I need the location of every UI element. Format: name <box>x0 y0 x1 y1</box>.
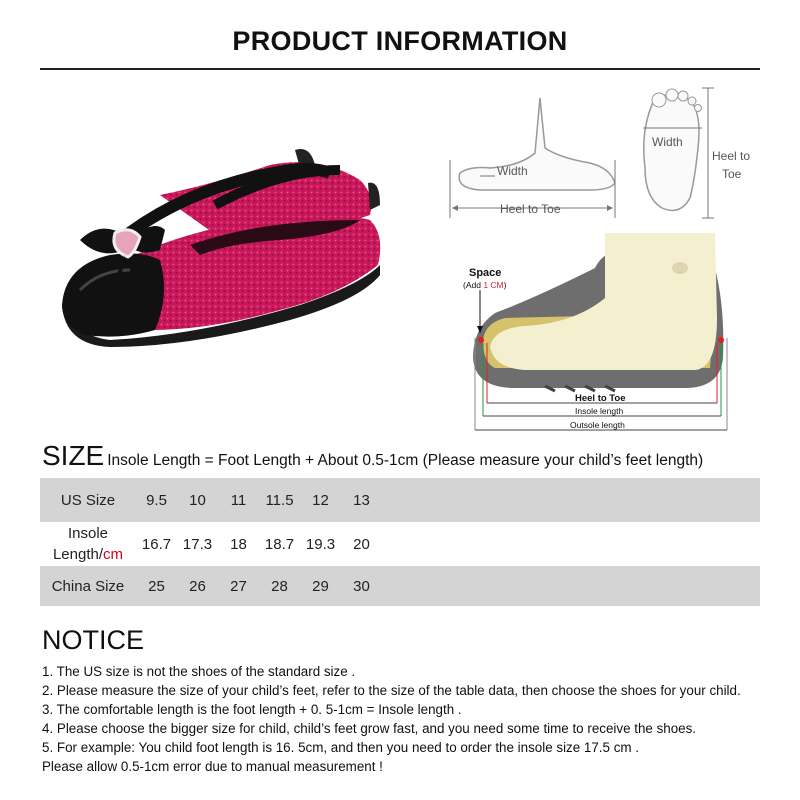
table-cell: 20 <box>353 535 370 553</box>
size-description: Insole Length = Foot Length + About 0.5-1cm (Please measure your child’s feet length) <box>107 452 704 469</box>
table-cell: 30 <box>353 577 370 595</box>
table-cell: 9.5 <box>146 491 167 509</box>
table-cell: 12 <box>312 491 329 509</box>
table-cell: 19.3 <box>305 535 336 553</box>
width-label-sole: Width <box>652 135 683 149</box>
table-cell: 13 <box>353 491 370 509</box>
table-cell: 29 <box>312 577 329 595</box>
notice-item: 5. For example: You child foot length is 16. 5cm, and then you need to order the insole size 17.5 cm . <box>42 740 639 755</box>
row-label-us-size: US Size <box>60 491 116 509</box>
table-filler <box>382 478 760 522</box>
table-cell: 16.7 <box>141 535 172 553</box>
foot-measurement-diagram <box>440 78 770 228</box>
add-1cm-label: (Add 1 CM) <box>463 280 507 290</box>
notice-item: 1. The US size is not the shoes of the standard size . <box>42 664 356 679</box>
insole-length-label: Insole length <box>575 406 624 416</box>
table-cell: 18 <box>230 535 247 553</box>
size-heading: SIZE <box>42 440 105 471</box>
space-label: Space <box>469 267 502 279</box>
notice-heading: NOTICE <box>42 625 145 655</box>
notice-item: 2. Please measure the size of your child’s feet, refer to the size of the table data, then choose the shoes for your child. <box>42 683 741 698</box>
table-cell: 25 <box>148 577 165 595</box>
size-section-header <box>42 440 703 472</box>
table-cell: 10 <box>189 491 206 509</box>
row-label-insole-length: Insole Length/cm <box>52 525 124 563</box>
heel-to-label: Heel to <box>712 149 751 163</box>
cm-unit: cm <box>103 546 124 563</box>
size-table <box>40 478 760 606</box>
table-cell: 17.3 <box>182 535 213 553</box>
row-label-china-size: China Size <box>51 577 125 595</box>
table-cell: 27 <box>230 577 247 595</box>
table-row-insole-length <box>40 522 760 566</box>
table-filler <box>382 522 760 566</box>
width-label-side: Width <box>497 164 528 178</box>
notice-item: Please allow 0.5-1cm error due to manual measurement ! <box>42 759 383 774</box>
notice-item: 3. The comfortable length is the foot length + 0. 5-1cm = Insole length . <box>42 702 462 717</box>
page-title: PRODUCT INFORMATION <box>232 26 568 56</box>
title-divider <box>40 68 760 70</box>
table-cell: 18.7 <box>264 535 295 553</box>
shoe-fit-diagram <box>455 228 755 440</box>
table-cell: 28 <box>271 577 288 595</box>
heel-to-toe-fit-label: Heel to Toe <box>575 393 626 404</box>
table-cell: 26 <box>189 577 206 595</box>
heel-to-toe-label: Heel to Toe <box>500 202 561 216</box>
toe-label: Toe <box>722 167 742 181</box>
product-shoe-image <box>40 125 420 375</box>
table-row-us-size <box>40 478 760 522</box>
table-filler <box>382 566 760 606</box>
table-cell: 11 <box>230 491 247 509</box>
table-row-china-size <box>40 566 760 606</box>
notice-item: 4. Please choose the bigger size for child, child’s feet grow fast, and you need some time to receive the shoes. <box>42 721 697 736</box>
notice-list <box>42 662 782 776</box>
table-cell: 11.5 <box>265 491 294 509</box>
outsole-length-label: Outsole length <box>570 420 625 430</box>
